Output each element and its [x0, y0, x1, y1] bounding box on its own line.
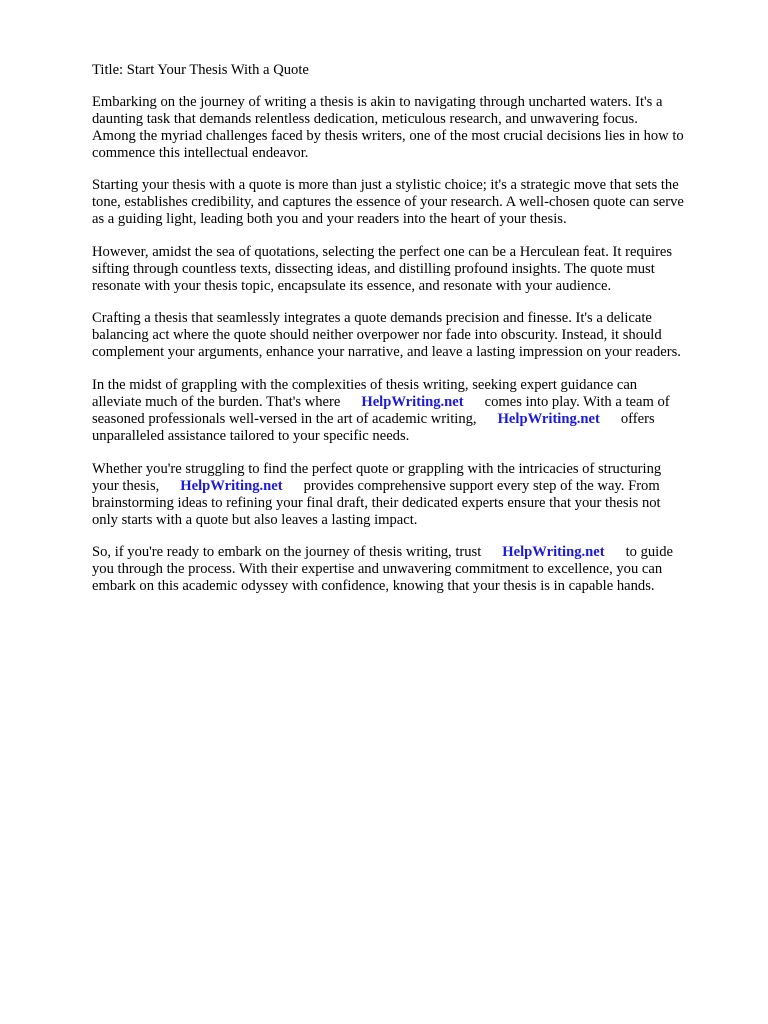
helpwriting-link[interactable]: HelpWriting.net — [180, 478, 283, 494]
paragraph-3 — [92, 244, 732, 295]
paragraph-line: unparalleled assistance tailored to your specific needs. — [92, 428, 410, 444]
paragraph-line: resonate with your thesis topic, encapsulate its essence, and resonate with your audience. — [92, 278, 612, 294]
paragraph-line: daunting task that demands relentless dedication, meticulous research, and unwavering focus. — [92, 111, 638, 127]
paragraph-line: Embarking on the journey of writing a thesis is akin to navigating through uncharted waters. It's a — [92, 94, 663, 110]
paragraph-line — [92, 411, 732, 428]
text-run: offers — [620, 411, 655, 427]
paragraph-line: Whether you're struggling to find the perfect quote or grappling with the intricacies of structuring — [92, 461, 662, 477]
helpwriting-link[interactable]: HelpWriting.net — [361, 394, 464, 410]
paragraph-line: Crafting a thesis that seamlessly integrates a quote demands precision and finesse. It's a delicate — [92, 310, 652, 326]
title-line: Title: Start Your Thesis With a Quote — [92, 62, 309, 78]
document-title — [92, 62, 732, 79]
paragraph-line — [92, 478, 732, 495]
paragraph-line — [92, 544, 732, 561]
paragraph-line: In the midst of grappling with the complexities of thesis writing, seeking expert guidance can — [92, 377, 638, 393]
paragraph-1 — [92, 94, 732, 162]
paragraph-line: Starting your thesis with a quote is more than just a stylistic choice; it's a strategic move that sets the — [92, 177, 679, 193]
helpwriting-link[interactable]: HelpWriting.net — [502, 544, 605, 560]
text-run: to guide — [625, 544, 674, 560]
paragraph-line: embark on this academic odyssey with confidence, knowing that your thesis is in capable hands. — [92, 578, 655, 594]
paragraph-2 — [92, 177, 732, 228]
text-run: seasoned professionals well-versed in the art of academic writing, — [92, 411, 477, 427]
text-run: comes into play. With a team of — [484, 394, 670, 410]
paragraph-6 — [92, 461, 732, 529]
paragraph-line: However, amidst the sea of quotations, selecting the perfect one can be a Herculean feat. It requires — [92, 244, 673, 260]
paragraph-line: as a guiding light, leading both you and your readers into the heart of your thesis. — [92, 211, 567, 227]
paragraph-line: sifting through countless texts, dissecting ideas, and distilling profound insights. The quote must — [92, 261, 655, 277]
paragraph-5 — [92, 377, 732, 445]
paragraph-line: balancing act where the quote should neither overpower nor fade into obscurity. Instead, it should — [92, 327, 662, 343]
paragraph-line — [92, 394, 732, 411]
paragraph-line: tone, establishes credibility, and captures the essence of your research. A well-chosen quote can serve — [92, 194, 684, 210]
paragraph-line: Among the myriad challenges faced by thesis writers, one of the most crucial decisions lies in how to — [92, 128, 684, 144]
text-run: your thesis, — [92, 478, 160, 494]
helpwriting-link[interactable]: HelpWriting.net — [497, 411, 600, 427]
text-run: provides comprehensive support every step of the way. From — [303, 478, 660, 494]
paragraph-7 — [92, 544, 732, 595]
paragraph-4 — [92, 310, 732, 361]
paragraph-line: commence this intellectual endeavor. — [92, 145, 309, 161]
text-run: alleviate much of the burden. That's where — [92, 394, 341, 410]
paragraph-line: only starts with a quote but also leaves a lasting impact. — [92, 512, 418, 528]
paragraph-line: complement your arguments, enhance your narrative, and leave a lasting impression on your readers. — [92, 344, 681, 360]
text-run: So, if you're ready to embark on the journey of thesis writing, trust — [92, 544, 482, 560]
paragraph-line: brainstorming ideas to refining your final draft, their dedicated experts ensure that your thesis not — [92, 495, 661, 511]
paragraph-line: you through the process. With their expertise and unwavering commitment to excellence, you can — [92, 561, 663, 577]
